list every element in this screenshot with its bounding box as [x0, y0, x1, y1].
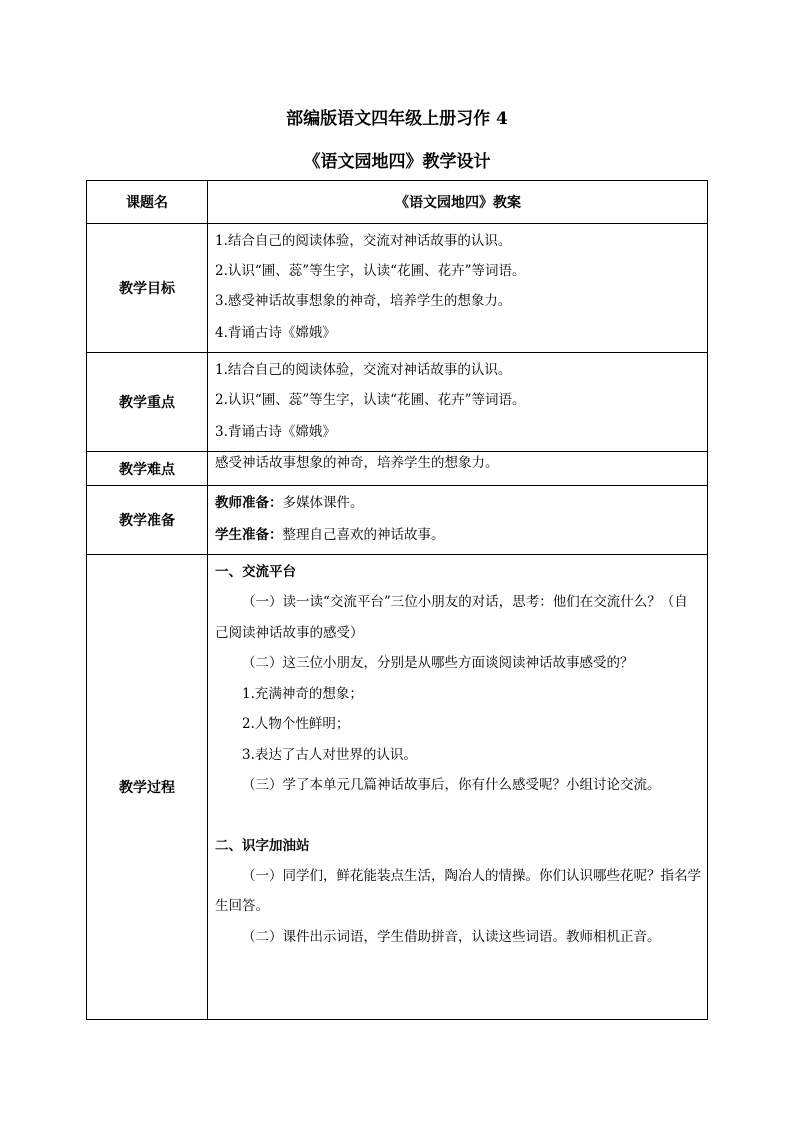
section-heading: 二、识字加油站	[215, 837, 310, 854]
preparation-label: 教学准备	[87, 486, 208, 555]
difficulty-label: 教学难点	[87, 452, 208, 486]
teacher-preparation-text: 多媒体课件。	[282, 495, 364, 511]
blank-line	[215, 801, 701, 831]
topic-label: 课题名	[87, 181, 208, 224]
preparation-cell	[208, 486, 708, 555]
document-title: 部编版语文四年级上册习作 4	[286, 109, 508, 129]
student-preparation-text: 整理自己喜欢的神话故事。	[282, 527, 445, 543]
difficulty-cell	[208, 452, 708, 486]
process-row	[87, 555, 708, 1020]
goals-row	[87, 224, 708, 353]
topic-value: 《语文园地四》教案	[208, 181, 708, 224]
goal-item: 4.背诵古诗《嫦娥》	[215, 325, 336, 341]
teacher-preparation	[215, 488, 701, 518]
goal-item: 3.感受神话故事想象的神奇，培养学生的想象力。	[215, 293, 512, 309]
section-heading: 一、交流平台	[215, 564, 296, 580]
key-point-item: 3.背诵古诗《嫦娥》	[215, 424, 336, 440]
goal-item: 2.认识“圃、蕊”等生字，认读“花圃、花卉”等词语。	[215, 263, 526, 279]
key-points-cell	[208, 353, 708, 452]
lesson-plan-table	[86, 180, 708, 1020]
goals-cell	[208, 224, 708, 353]
student-preparation-label: 学生准备：	[215, 527, 283, 543]
process-list-item: 3.表达了古人对世界的认识。	[242, 746, 417, 763]
difficulty-row	[87, 452, 708, 486]
preparation-row	[87, 486, 708, 555]
difficulty-text: 感受神话故事想象的神奇，培养学生的想象力。	[215, 455, 499, 471]
key-points-label: 教学重点	[87, 353, 208, 452]
goal-item: 1.结合自己的阅读体验，交流对神话故事的认识。	[215, 233, 512, 249]
process-paragraph: （二）这三位小朋友，分别是从哪些方面谈阅读神话故事感受的？	[242, 655, 634, 671]
key-point-item: 2.认识“圃、蕊”等生字，认读“花圃、花卉”等词语。	[215, 392, 526, 408]
goals-label: 教学目标	[87, 224, 208, 353]
process-paragraph: （二）课件出示词语，学生借助拼音，认读这些词语。教师相机正音。	[242, 928, 661, 945]
key-point-item: 1.结合自己的阅读体验，交流对神话故事的认识。	[215, 362, 512, 378]
process-label: 教学过程	[87, 555, 208, 1020]
teacher-preparation-label: 教师准备：	[215, 495, 283, 511]
process-list-item: 2.人物个性鲜明；	[242, 716, 350, 732]
process-paragraph: （一）读一读“交流平台”三位小朋友的对话，思考：他们在交流什么？（自己阅读神话故事的感受）	[215, 594, 688, 641]
student-preparation	[215, 518, 701, 552]
process-paragraph: （三）学了本单元几篇神话故事后，你有什么感受呢？小组讨论交流。	[242, 777, 661, 793]
process-cell	[208, 555, 708, 1020]
process-list-item: 1.充满神奇的想象；	[242, 685, 363, 702]
topic-row	[87, 181, 708, 224]
document-subtitle: 《语文园地四》教学设计	[303, 152, 491, 172]
key-points-row	[87, 353, 708, 452]
process-paragraph: （一）同学们，鲜花能装点生活，陶冶人的情操。你们认识哪些花呢？指名学生回答。	[215, 867, 701, 914]
